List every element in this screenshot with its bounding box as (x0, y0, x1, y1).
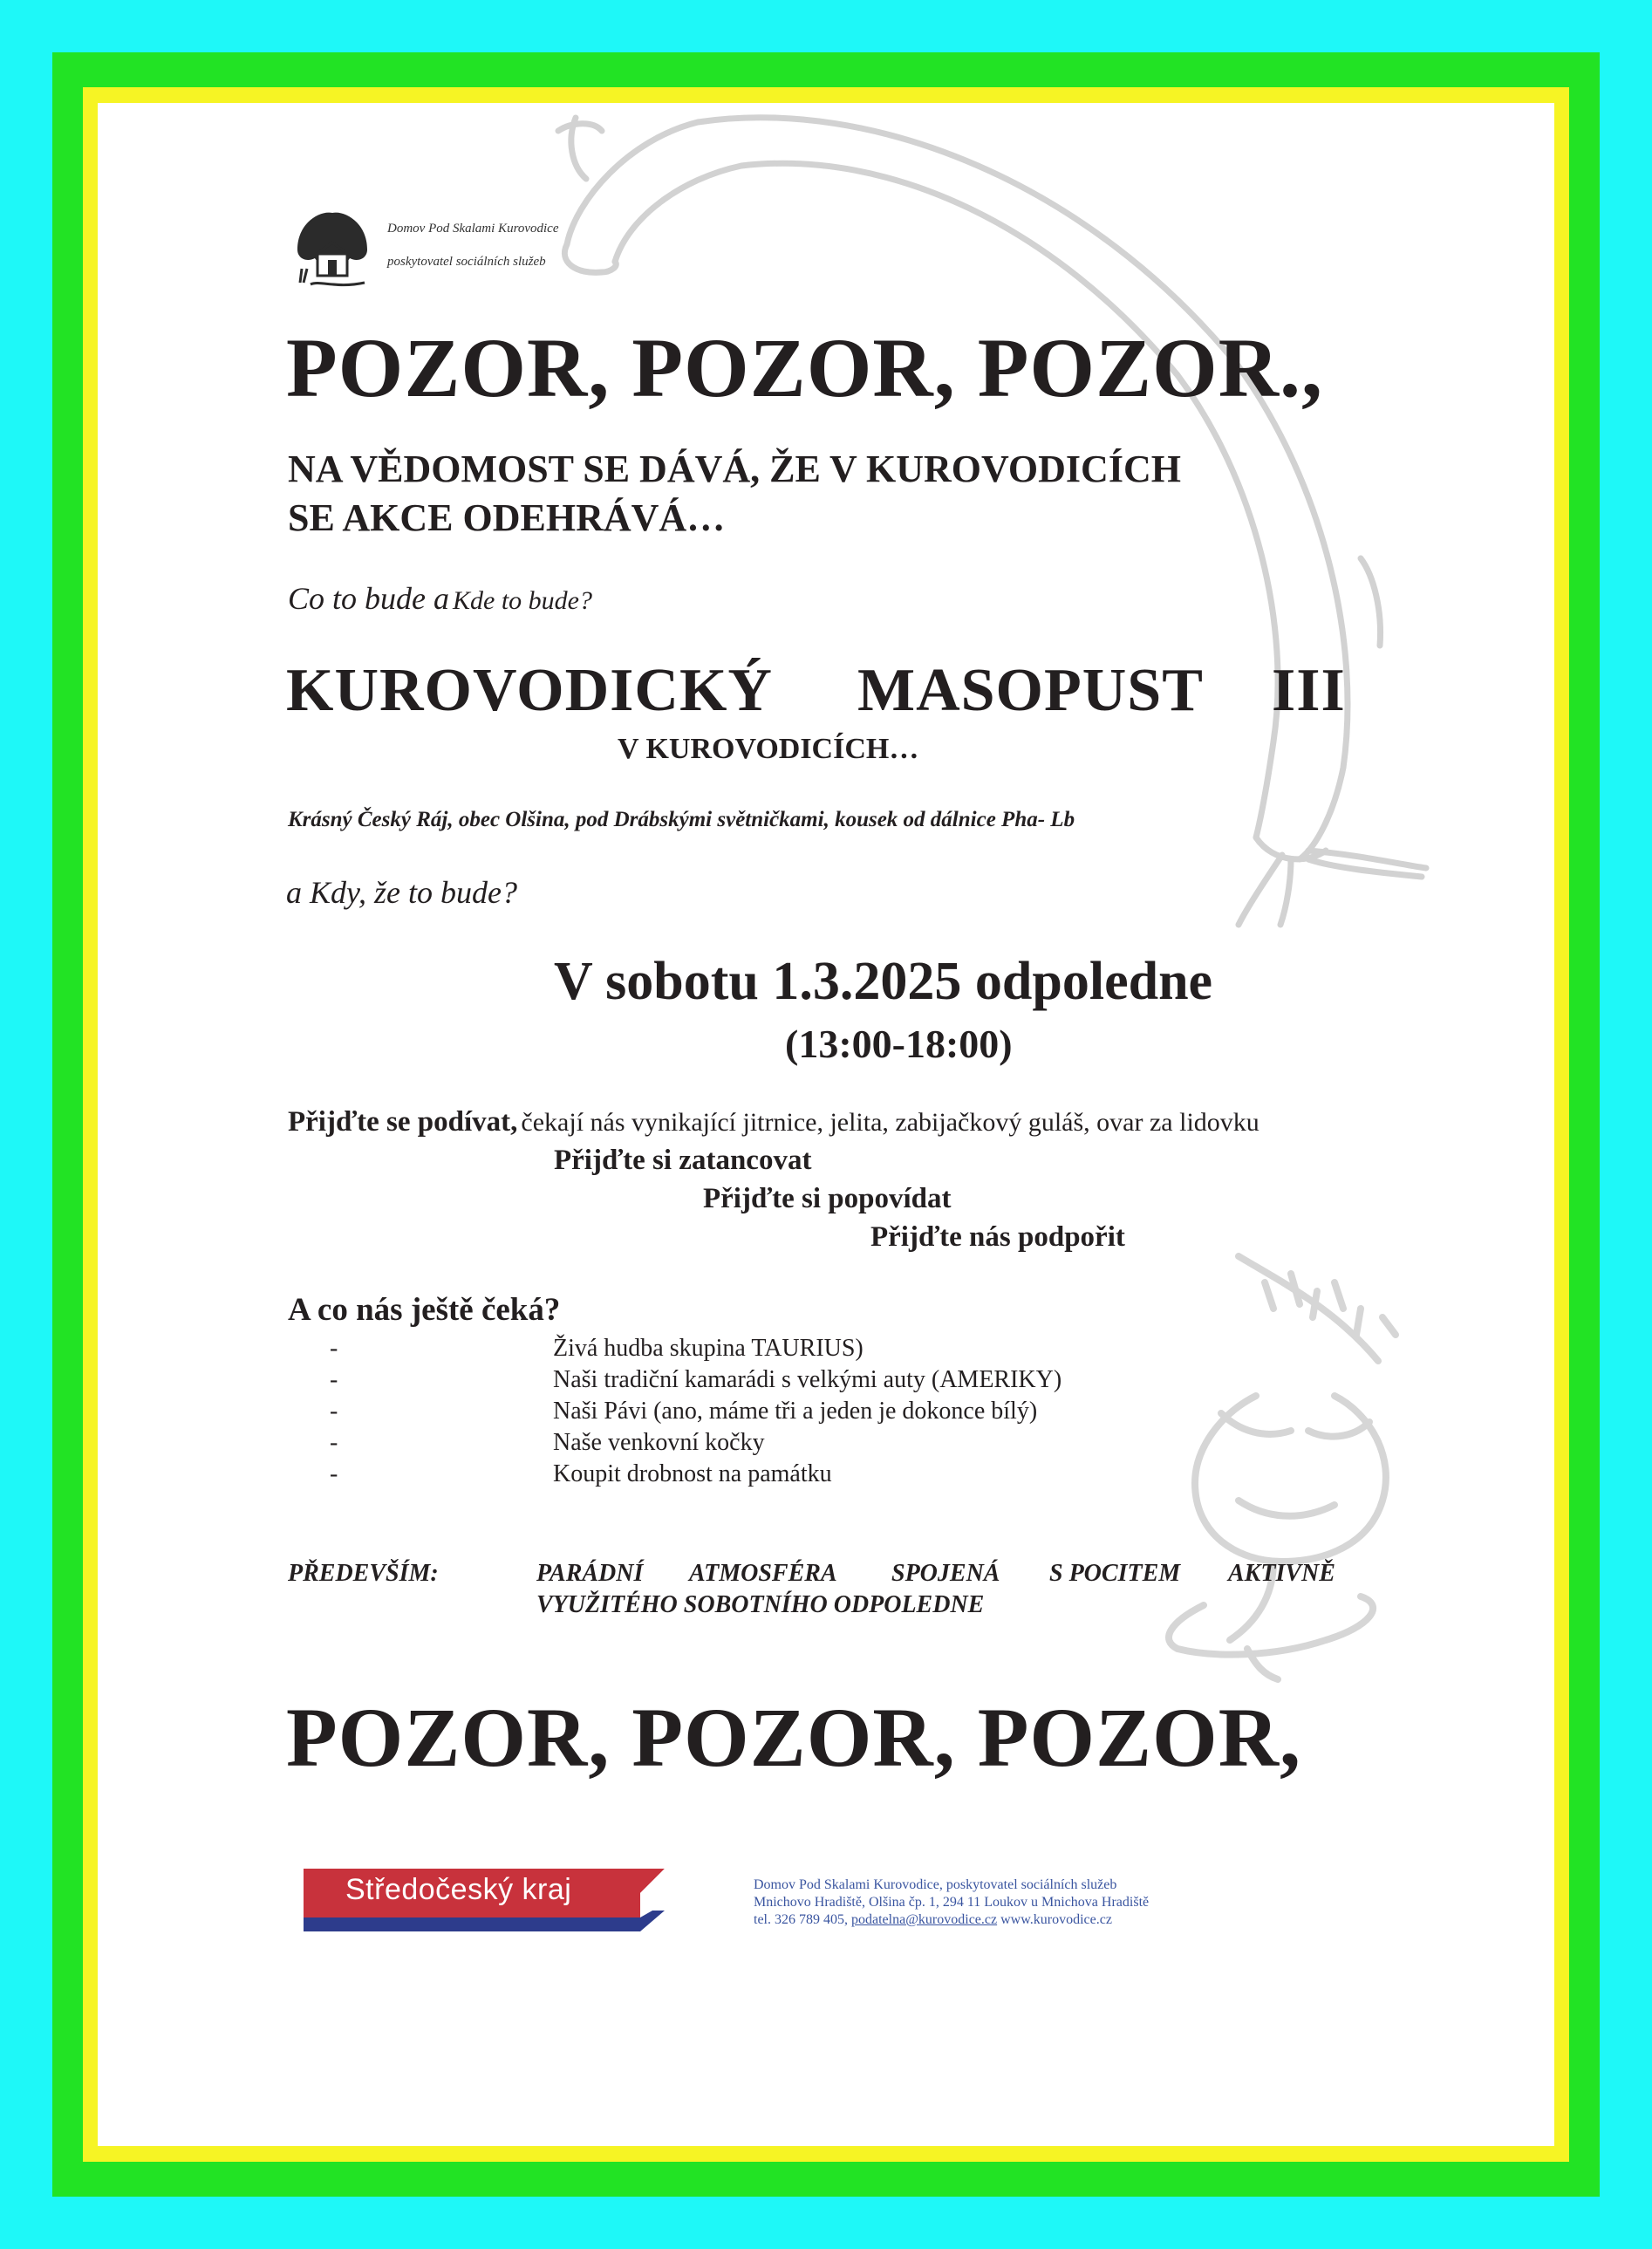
invite-lead-bold: Přijďte se podívat, (288, 1106, 518, 1138)
footer-org: Domov Pod Skalami Kurovodice, poskytovatel sociálních služeb (754, 1877, 1117, 1892)
list-item: Naši Pávi (ano, máme tři a jeden je dokonce bílý) (553, 1398, 1038, 1425)
list-item: Naše venkovní kočky (553, 1429, 765, 1456)
event-location: Krásný Český Ráj, obec Olšina, pod Drábskými světničkami, kousek od dálnice Pha- Lb (288, 808, 1075, 831)
extras-heading: A co nás ještě čeká? (288, 1292, 561, 1328)
footer-email-link[interactable]: podatelna@kurovodice.cz (851, 1912, 998, 1927)
highlight-word: AKTIVNĚ (1228, 1560, 1335, 1587)
footer-contact (754, 1912, 1112, 1928)
footer-phone: tel. 326 789 405, (754, 1912, 848, 1927)
event-subtitle: V KUROVODICÍCH… (618, 733, 919, 765)
invite-lead (288, 1106, 1259, 1138)
list-bullet: - (330, 1366, 338, 1393)
logo-name: Domov Pod Skalami Kurovodice (387, 222, 559, 236)
invite-chat: Přijďte si popovídat (703, 1183, 952, 1214)
logo-tagline: poskytovatel sociálních služeb (387, 255, 546, 269)
heading-top: POZOR, POZOR, POZOR., (286, 321, 1324, 414)
event-time: (13:00-18:00) (785, 1022, 1013, 1066)
list-item: Živá hudba skupina TAURIUS) (553, 1335, 864, 1362)
heading-bottom: POZOR, POZOR, POZOR, (286, 1691, 1302, 1784)
footer-web[interactable]: www.kurovodice.cz (1000, 1912, 1112, 1927)
list-bullet: - (330, 1429, 338, 1456)
event-title-w1: KUROVODICKÝ (286, 657, 773, 724)
highlight-label: PŘEDEVŠÍM: (288, 1560, 439, 1587)
sponsor-name: Středočeský kraj (345, 1873, 572, 1906)
list-item: Koupit drobnost na památku (553, 1460, 832, 1487)
list-bullet: - (330, 1460, 338, 1487)
event-date: V sobotu 1.3.2025 odpoledne (554, 952, 1213, 1011)
question-what-part2: Kde to bude? (453, 586, 592, 615)
list-bullet: - (330, 1335, 338, 1362)
kurovodice-logo (293, 206, 372, 293)
invite-dance: Přijďte si zatancovat (554, 1145, 812, 1176)
event-title (286, 656, 1355, 726)
question-what-part1: Co to bude a (288, 581, 449, 616)
announce-line1: NA VĚDOMOST SE DÁVÁ, ŽE V KUROVODICÍCH (288, 448, 1181, 490)
highlight-word: PARÁDNÍ (536, 1560, 644, 1587)
highlight-line2: VYUŽITÉHO SOBOTNÍHO ODPOLEDNE (536, 1591, 985, 1618)
invite-lead-rest: čekají nás vynikající jitrnice, jelita, zabijačkový guláš, ovar za lidovku (521, 1108, 1259, 1137)
highlight-word: ATMOSFÉRA (689, 1560, 837, 1587)
question-what (288, 580, 592, 617)
highlight-word: S POCITEM (1049, 1560, 1181, 1587)
list-bullet: - (330, 1398, 338, 1425)
highlight-word: SPOJENÁ (891, 1560, 1000, 1587)
announce-line2: SE AKCE ODEHRÁVÁ… (288, 496, 726, 539)
list-item: Naši tradiční kamarádi s velkými auty (AMERIKY) (553, 1366, 1062, 1393)
event-title-w2: MASOPUST (857, 657, 1204, 724)
question-when: a Kdy, že to bude? (286, 875, 517, 910)
invite-support: Přijďte nás podpořit (870, 1221, 1125, 1253)
event-title-w3: III (1272, 657, 1346, 724)
footer-address: Mnichovo Hradiště, Olšina čp. 1, 294 11 Loukov u Mnichova Hradiště (754, 1895, 1150, 1910)
